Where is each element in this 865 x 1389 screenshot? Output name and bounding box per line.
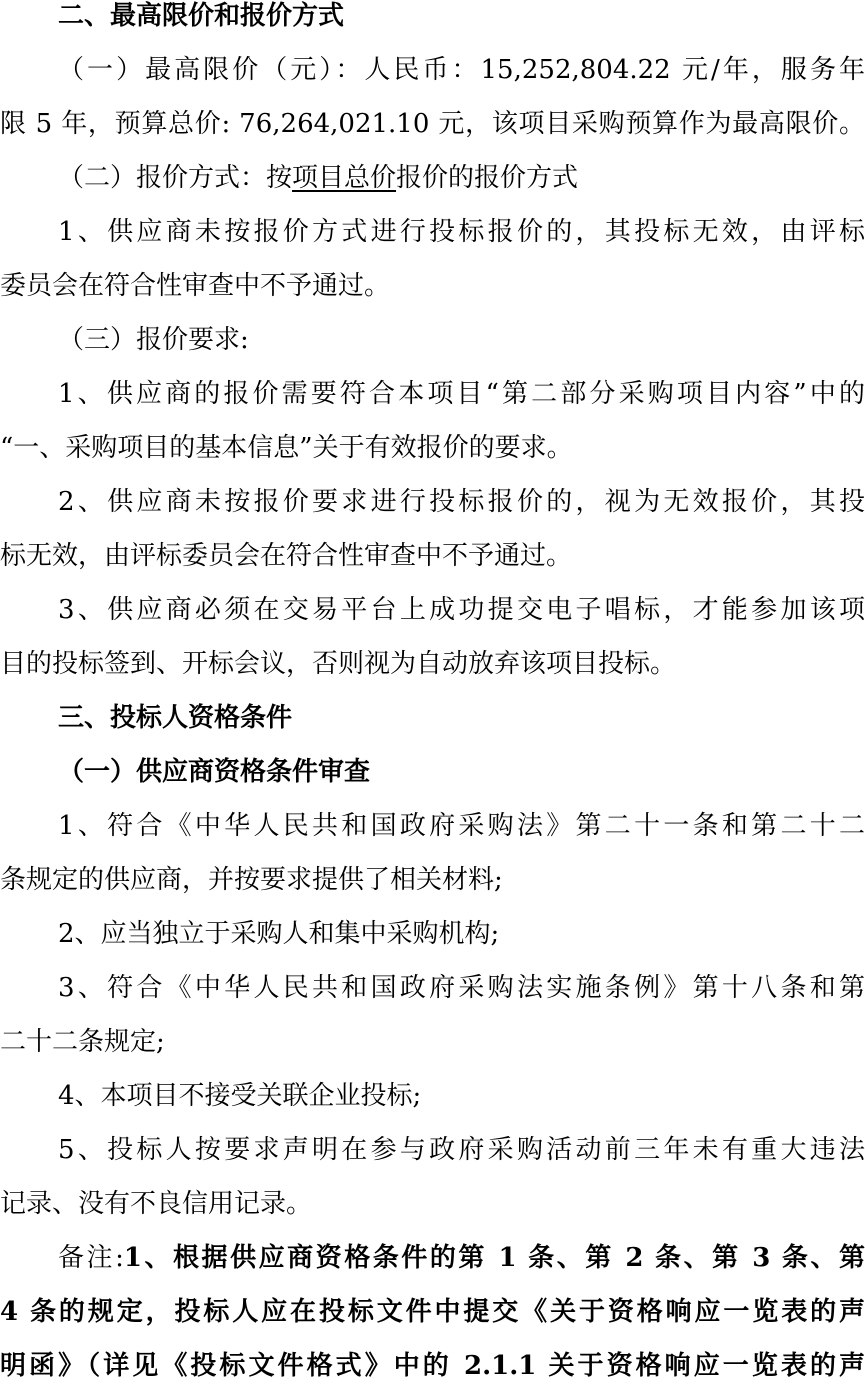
max-price-line-2: 限 5 年，预算总价: 76,264,021.10 元，该项目采购预算作为最高限价。 bbox=[0, 109, 865, 139]
quote-method-suffix: 报价的报价方式 bbox=[396, 163, 579, 193]
quote-method-line bbox=[0, 155, 865, 201]
note-label: 备注: bbox=[58, 1243, 124, 1273]
qualification-3-line-1: 3、符合《中华人民共和国政府采购法实施条例》第十八条和第 bbox=[58, 973, 865, 1003]
note-line-1 bbox=[0, 1235, 865, 1281]
subsection-heading-supplier-review: （一）供应商资格条件审查 bbox=[58, 757, 371, 787]
quote-item-1-line-2: 委员会在符合性审查中不予通过。 bbox=[0, 271, 391, 301]
qualification-2: 2、应当独立于采购人和集中采购机构; bbox=[58, 919, 500, 949]
qualification-3-line-2: 二十二条规定; bbox=[0, 1027, 165, 1057]
qualification-5-line-1: 5、投标人按要求声明在参与政府采购活动前三年未有重大违法 bbox=[58, 1135, 865, 1165]
note-line-2: 4 条的规定，投标人应在投标文件中提交《关于资格响应一览表的声 bbox=[0, 1297, 865, 1327]
section-heading-pricing: 二、最高限价和报价方式 bbox=[58, 1, 345, 31]
qualification-1-line-2: 条规定的供应商，并按要求提供了相关材料; bbox=[0, 865, 503, 895]
quote-method-underlined: 项目总价 bbox=[292, 163, 397, 193]
requirement-1-line-1: 1、供应商的报价需要符合本项目“第二部分采购项目内容”中的 bbox=[58, 379, 865, 409]
requirement-1-line-2: “一、采购项目的基本信息”关于有效报价的要求。 bbox=[0, 433, 573, 463]
requirement-3-line-2: 目的投标签到、开标会议，否则视为自动放弃该项目投标。 bbox=[0, 649, 677, 679]
qualification-5-line-2: 记录、没有不良信用记录。 bbox=[0, 1189, 313, 1219]
quote-requirements-heading: （三）报价要求: bbox=[58, 325, 249, 355]
quote-method-prefix: （二）报价方式：按 bbox=[58, 163, 293, 193]
max-price-line-1: （一）最高限价（元）：人民币：15,252,804.22 元/年，服务年 bbox=[58, 55, 865, 85]
requirement-2-line-2: 标无效，由评标委员会在符合性审查中不予通过。 bbox=[0, 541, 573, 571]
note-line-3: 明函》（详见《投标文件格式》中的 2.1.1 关于资格响应一览表的声 bbox=[0, 1351, 865, 1381]
requirement-3-line-1: 3、供应商必须在交易平台上成功提交电子唱标，才能参加该项 bbox=[58, 595, 865, 625]
qualification-1-line-1: 1、符合《中华人民共和国政府采购法》第二十一条和第二十二 bbox=[58, 811, 865, 841]
requirement-2-line-1: 2、供应商未按报价要求进行投标报价的，视为无效报价，其投 bbox=[58, 487, 865, 517]
note-bold-text: 1、根据供应商资格条件的第 1 条、第 2 条、第 3 条、第 bbox=[123, 1243, 865, 1273]
quote-item-1-line-1: 1、供应商未按报价方式进行投标报价的，其投标无效，由评标 bbox=[58, 217, 865, 247]
qualification-4: 4、本项目不接受关联企业投标; bbox=[58, 1081, 422, 1111]
section-heading-qualification: 三、投标人资格条件 bbox=[58, 703, 293, 733]
